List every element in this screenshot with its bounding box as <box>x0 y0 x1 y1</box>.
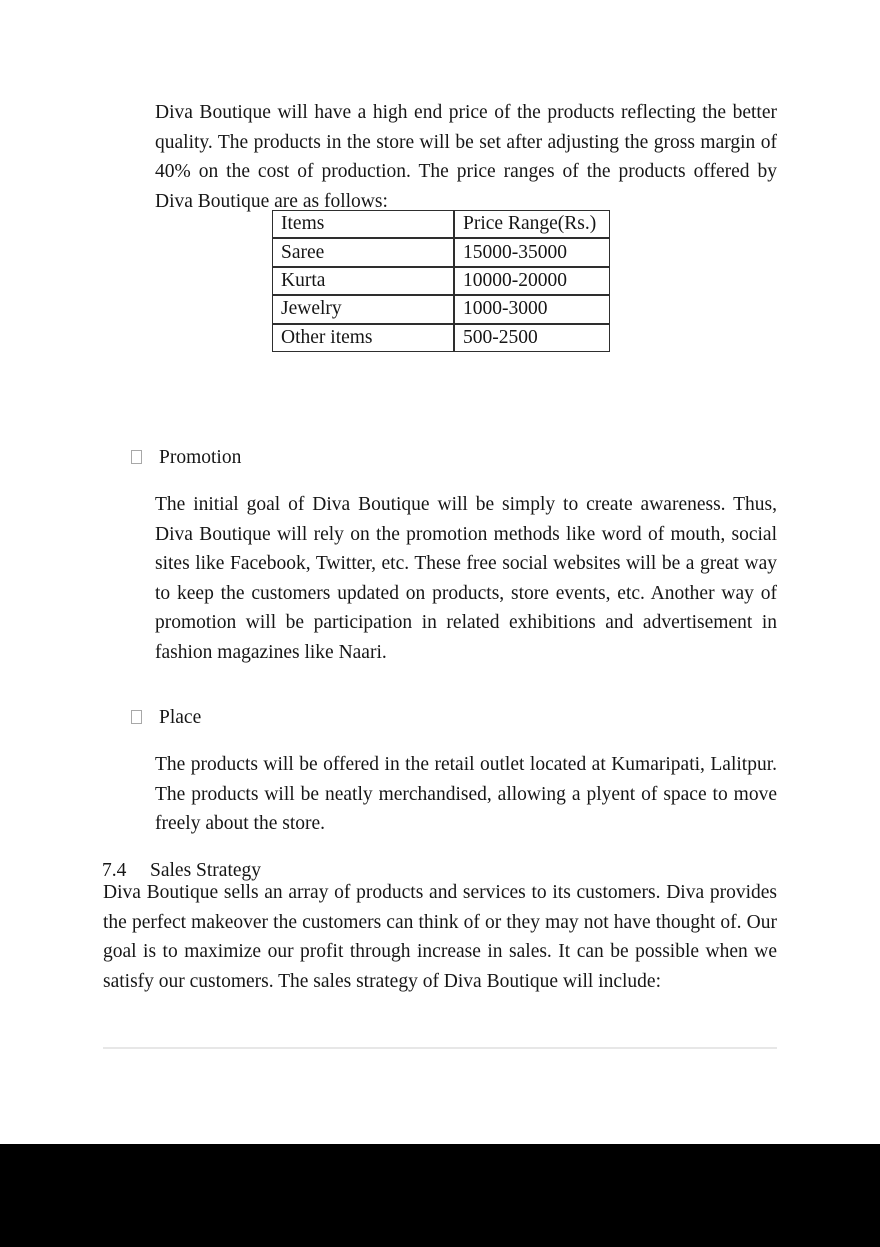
square-outline-bullet-icon <box>131 710 142 724</box>
table-row <box>272 295 610 323</box>
table-row <box>272 324 610 352</box>
price-range-table <box>272 210 610 352</box>
table-cell-price: 1000-3000 <box>454 295 610 323</box>
table-header-price-range: Price Range(Rs.) <box>454 210 610 238</box>
page-divider-line <box>103 1047 777 1049</box>
promotion-paragraph: The initial goal of Diva Boutique will be simply to create awareness. Thus, Diva Boutique will rely on the promotion methods like word of mouth, social sites like Facebook, Twitter, etc. These free social websites will be a great way to keep the customers updated on products, store events, etc. Another way of promotion will be participation in related exhibitions and advertisement in fashion magazines like Naari. <box>155 494 777 663</box>
sales-strategy-paragraph: Diva Boutique sells an array of products and services to its customers. Diva provides the perfect makeover the customers can think of or they may not have thought of. Our goal is to maximize our profit through increase in sales. It can be possible when we satisfy our customers. The sales strategy of Diva Boutique will include: <box>103 882 777 992</box>
bullet-label: Place <box>159 707 202 728</box>
viewer-bottom-bar <box>0 1144 880 1247</box>
table-header-row <box>272 210 610 238</box>
pricing-paragraph: Diva Boutique will have a high end price of the products reflecting the better quality. The products in the store will be set after adjusting the gross margin of 40% on the cost of production. The price ranges of the products offered by Diva Boutique are as follows: <box>155 102 777 212</box>
table-header-items: Items <box>272 210 454 238</box>
bullet-label: Promotion <box>159 447 242 468</box>
bullet-item-promotion <box>131 443 241 473</box>
bullet-item-place <box>131 703 201 733</box>
section-title: Sales Strategy <box>150 860 262 881</box>
table-cell-item: Other items <box>272 324 454 352</box>
square-outline-bullet-icon <box>131 450 142 464</box>
table-row <box>272 238 610 266</box>
table-cell-item: Jewelry <box>272 295 454 323</box>
place-paragraph: The products will be offered in the retail outlet located at Kumaripati, Lalitpur. The products will be neatly merchandised, allowing a plyent of space to move freely about the store. <box>155 754 777 834</box>
table-row <box>272 267 610 295</box>
table-cell-price: 500-2500 <box>454 324 610 352</box>
table-cell-price: 10000-20000 <box>454 267 610 295</box>
table-cell-item: Saree <box>272 238 454 266</box>
table-cell-price: 15000-35000 <box>454 238 610 266</box>
section-number: 7.4 <box>102 860 127 881</box>
table-cell-item: Kurta <box>272 267 454 295</box>
